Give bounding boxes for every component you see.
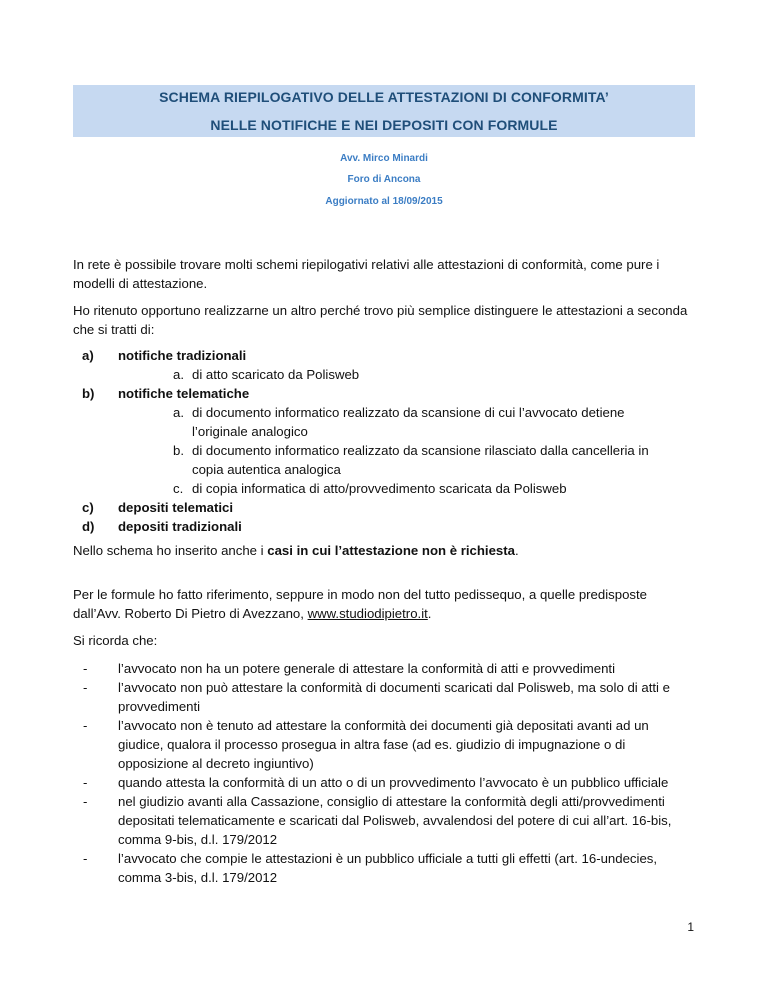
reminders-list (73, 659, 693, 887)
list-item-text: nel giudizio avanti alla Cassazione, consiglio di attestare la conformità degli atti/provvedimenti depositati telematicamente e scaricati dal Polisweb, avvalendosi del potere di cui all’art. 16-bis, comma 9-bis, d.l. 179/2012 (118, 794, 672, 847)
page-number: 1 (687, 920, 694, 934)
dash-bullet: - (83, 851, 88, 866)
list-item-text: l’avvocato non ha un potere generale di attestare la conformità di atti e provvedimenti (118, 661, 616, 676)
note-text-after: . (514, 543, 519, 558)
list-item-text: l’avvocato che compie le attestazioni è un pubblico ufficiale a tutti gli effetti (art. 16-undecies, comma 3-bis, d.l. 179/2012 (118, 851, 658, 885)
list-item-text: l’avvocato non può attestare la conformità di documenti scaricati dal Polisweb, ma solo di atti e provvedimenti (118, 680, 670, 714)
outline-submarker: a. (173, 405, 184, 420)
outline-label: notifiche tradizionali (118, 348, 247, 363)
reference-text-after: . (427, 606, 432, 621)
note-text-before: Nello schema ho inserito anche i (73, 543, 268, 558)
outline-item (73, 346, 693, 365)
outline-marker: b) (82, 386, 95, 401)
outline-label: notifiche telematiche (118, 386, 250, 401)
outline-submarker: c. (173, 481, 184, 496)
outline-marker: d) (82, 519, 95, 534)
outline-marker: a) (82, 348, 94, 363)
outline-marker: c) (82, 500, 94, 515)
dash-bullet: - (83, 680, 88, 695)
outline-submarker: b. (173, 443, 184, 458)
outline-item (73, 517, 693, 536)
reminder-intro: Si ricorda che: (73, 633, 158, 648)
list-item (73, 792, 693, 849)
outline-subitem (73, 365, 693, 384)
dash-bullet: - (83, 775, 88, 790)
document-title-line-1: SCHEMA RIEPILOGATIVO DELLE ATTESTAZIONI DI CONFORMITA’ (159, 89, 609, 105)
list-item (73, 773, 693, 792)
reference-paragraph (73, 585, 693, 623)
list-item-text: quando attesta la conformità di un atto o di un provvedimento l’avvocato è un pubblico ufficiale (118, 775, 669, 790)
outline-item (73, 498, 693, 517)
list-item (73, 849, 693, 887)
updated-date: Aggiornato al 18/09/2015 (325, 196, 443, 207)
outline-label: depositi telematici (118, 500, 234, 515)
reference-text-before: Per le formule ho fatto riferimento, seppure in modo non del tutto pedissequo, a quelle predisposte dall’Avv. Roberto Di Pietro di Avezzano, (73, 587, 648, 621)
outline-item (73, 384, 693, 403)
outline-subtext: di documento informatico realizzato da scansione di cui l’avvocato detiene l’originale analogico (192, 405, 625, 439)
author-name: Avv. Mirco Minardi (340, 153, 428, 164)
outline-subitem (73, 441, 693, 479)
list-item (73, 678, 693, 716)
outline-subtext: di copia informatica di atto/provvedimento scaricata da Polisweb (192, 481, 567, 496)
list-item (73, 716, 693, 773)
categories-outline (73, 346, 693, 536)
list-item (73, 659, 693, 678)
outline-subtext: di documento informatico realizzato da scansione rilasciato dalla cancelleria in copia autentica analogica (192, 443, 649, 477)
note-paragraph (73, 541, 693, 560)
studiodipietro-link[interactable]: www.studiodipietro.it (307, 606, 428, 621)
bar-association: Foro di Ancona (347, 174, 421, 185)
dash-bullet: - (83, 718, 88, 733)
outline-subitem (73, 403, 693, 441)
intro-paragraph-2: Ho ritenuto opportuno realizzarne un altro perché trovo più semplice distinguere le attestazioni a seconda che si tratti di: (73, 303, 688, 337)
outline-subitem (73, 479, 693, 498)
outline-subtext: di atto scaricato da Polisweb (192, 367, 360, 382)
document-title-line-2: NELLE NOTIFICHE E NEI DEPOSITI CON FORMULE (210, 117, 558, 133)
note-text-bold: casi in cui l’attestazione non è richiesta (267, 543, 515, 558)
outline-submarker: a. (173, 367, 184, 382)
list-item-text: l’avvocato non è tenuto ad attestare la conformità dei documenti già depositati avanti ad un giudice, qualora il processo prosegua in altra fase (ad es. giudizio di impugnazione o di opposizione al decreto ingiuntivo) (118, 718, 649, 771)
dash-bullet: - (83, 794, 88, 809)
outline-label: depositi tradizionali (118, 519, 242, 534)
intro-paragraph-1: In rete è possibile trovare molti schemi riepilogativi relativi alle attestazioni di conformità, come pure i modelli di attestazione. (73, 257, 660, 291)
dash-bullet: - (83, 661, 88, 676)
